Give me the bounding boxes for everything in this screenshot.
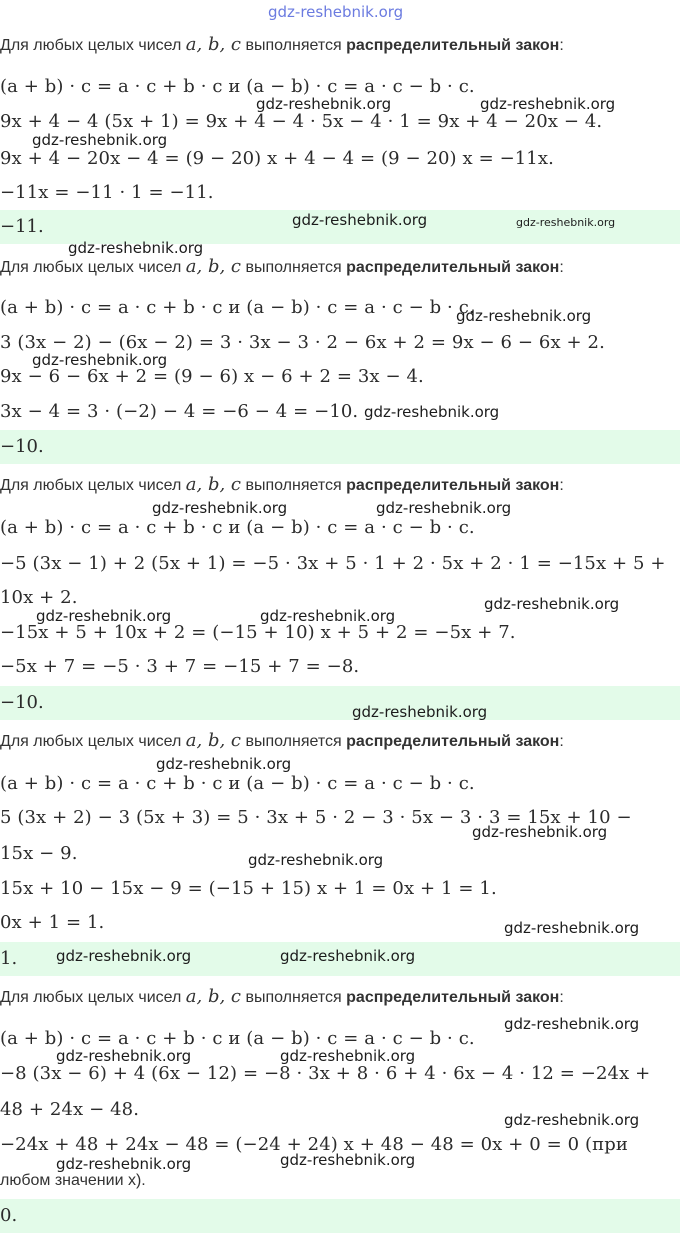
solution-line: 9x + 4 − 20x − 4 = (9 − 20) x + 4 − 4 = (9 − 20) x = −11x.: [0, 148, 554, 169]
solution-line: 3x − 4 = 3 · (−2) − 4 = −6 − 4 = −10.: [0, 401, 359, 422]
law-formula: (a + b) · c = a · c + b · c и (a − b) · c = a · c − b · c.: [0, 1028, 475, 1049]
solution-line: любом значении x).: [0, 1172, 146, 1189]
watermark: gdz-reshebnik.org: [152, 499, 288, 517]
answer-value: −10.: [0, 436, 44, 457]
watermark: gdz-reshebnik.org: [376, 499, 512, 517]
law-formula: (a + b) · c = a · c + b · c и (a − b) · c = a · c − b · c.: [0, 517, 475, 538]
solution-line: −5 (3x − 1) + 2 (5x + 1) = −5 · 3x + 5 · 1 + 2 · 5x + 2 · 1 = −15x + 5 +: [0, 553, 666, 574]
law-formula: (a + b) · c = a · c + b · c и (a − b) · c = a · c − b · c.: [0, 76, 475, 97]
solution-line: 15x − 9.: [0, 843, 78, 864]
watermark: gdz-reshebnik.org: [352, 703, 488, 721]
law-formula: (a + b) · c = a · c + b · c и (a − b) · c = a · c − b · c.: [0, 297, 475, 318]
answer-box: [0, 430, 680, 464]
solution-line: 9x + 4 − 4 (5x + 1) = 9x + 4 − 4 · 5x − 4 · 1 = 9x + 4 − 20x − 4.: [0, 111, 603, 132]
solution-line: 5 (3x + 2) − 3 (5x + 3) = 5 · 3x + 5 · 2 − 3 · 5x − 3 · 3 = 15x + 10 −: [0, 807, 632, 828]
solution-line: −24x + 48 + 24x − 48 = (−24 + 24) x + 48 − 48 = 0x + 0 = 0 (при: [0, 1134, 628, 1155]
solution-line: 15x + 10 − 15x − 9 = (−15 + 15) x + 1 = 0x + 1 = 1.: [0, 878, 497, 899]
intro-text: Для любых целых чисел a, b, c выполняется распределительный закон:: [0, 730, 564, 751]
solution-line: −8 (3x − 6) + 4 (6x − 12) = −8 · 3x + 8 · 6 + 4 · 6x − 4 · 12 = −24x +: [0, 1063, 651, 1084]
watermark: gdz-reshebnik.org: [56, 1155, 192, 1173]
watermark: gdz-reshebnik.org: [280, 1047, 416, 1065]
watermark: gdz-reshebnik.org: [456, 307, 592, 325]
watermark: gdz-reshebnik.org: [504, 1111, 640, 1129]
watermark: gdz-reshebnik.org: [480, 95, 616, 113]
watermark: gdz-reshebnik.org: [256, 95, 392, 113]
answer-box: [0, 1199, 680, 1233]
watermark: gdz-reshebnik.org: [280, 947, 416, 965]
intro-text: Для любых целых чисел a, b, c выполняется распределительный закон:: [0, 986, 564, 1007]
solution-line: 48 + 24x − 48.: [0, 1099, 140, 1120]
watermark: gdz-reshebnik.org: [68, 239, 204, 257]
watermark: gdz-reshebnik.org: [56, 947, 192, 965]
answer-value: 0.: [0, 1205, 18, 1226]
answer-value: −10.: [0, 692, 44, 713]
watermark: gdz-reshebnik.org: [280, 1151, 416, 1169]
intro-text: Для любых целых чисел a, b, c выполняется распределительный закон:: [0, 256, 564, 277]
watermark: gdz-reshebnik.org: [36, 607, 172, 625]
solution-line: 9x − 6 − 6x + 2 = (9 − 6) x − 6 + 2 = 3x − 4.: [0, 366, 424, 387]
watermark: gdz-reshebnik.org: [484, 595, 620, 613]
solution-line: −11x = −11 · 1 = −11.: [0, 182, 214, 203]
watermark: gdz-reshebnik.org: [32, 351, 168, 369]
watermark-top[interactable]: gdz-reshebnik.org: [268, 3, 404, 21]
watermark: gdz-reshebnik.org: [32, 131, 168, 149]
watermark: gdz-reshebnik.org: [292, 211, 428, 229]
answer-value: −11.: [0, 216, 44, 237]
solution-line: −5x + 7 = −5 · 3 + 7 = −15 + 7 = −8.: [0, 656, 360, 677]
watermark: gdz-reshebnik.org: [364, 403, 500, 421]
solution-line: 3 (3x − 2) − (6x − 2) = 3 · 3x − 3 · 2 − 6x + 2 = 9x − 6 − 6x + 2.: [0, 332, 605, 353]
watermark: gdz-reshebnik.org: [156, 755, 292, 773]
watermark: gdz-reshebnik.org: [56, 1047, 192, 1065]
watermark: gdz-reshebnik.org: [260, 607, 396, 625]
answer-box: [0, 686, 680, 720]
answer-value: 1.: [0, 948, 18, 969]
solution-line: 0x + 1 = 1.: [0, 912, 105, 933]
law-formula: (a + b) · c = a · c + b · c и (a − b) · c = a · c − b · c.: [0, 773, 475, 794]
watermark: gdz-reshebnik.org: [504, 1015, 640, 1033]
solution-line: 10x + 2.: [0, 587, 78, 608]
watermark: gdz-reshebnik.org: [516, 216, 616, 229]
watermark: gdz-reshebnik.org: [504, 919, 640, 937]
watermark: gdz-reshebnik.org: [472, 823, 608, 841]
solution-line: −15x + 5 + 10x + 2 = (−15 + 10) x + 5 + 2 = −5x + 7.: [0, 622, 516, 643]
intro-text: Для любых целых чисел a, b, c выполняется распределительный закон:: [0, 34, 564, 55]
intro-text: Для любых целых чисел a, b, c выполняется распределительный закон:: [0, 474, 564, 495]
watermark: gdz-reshebnik.org: [248, 851, 384, 869]
